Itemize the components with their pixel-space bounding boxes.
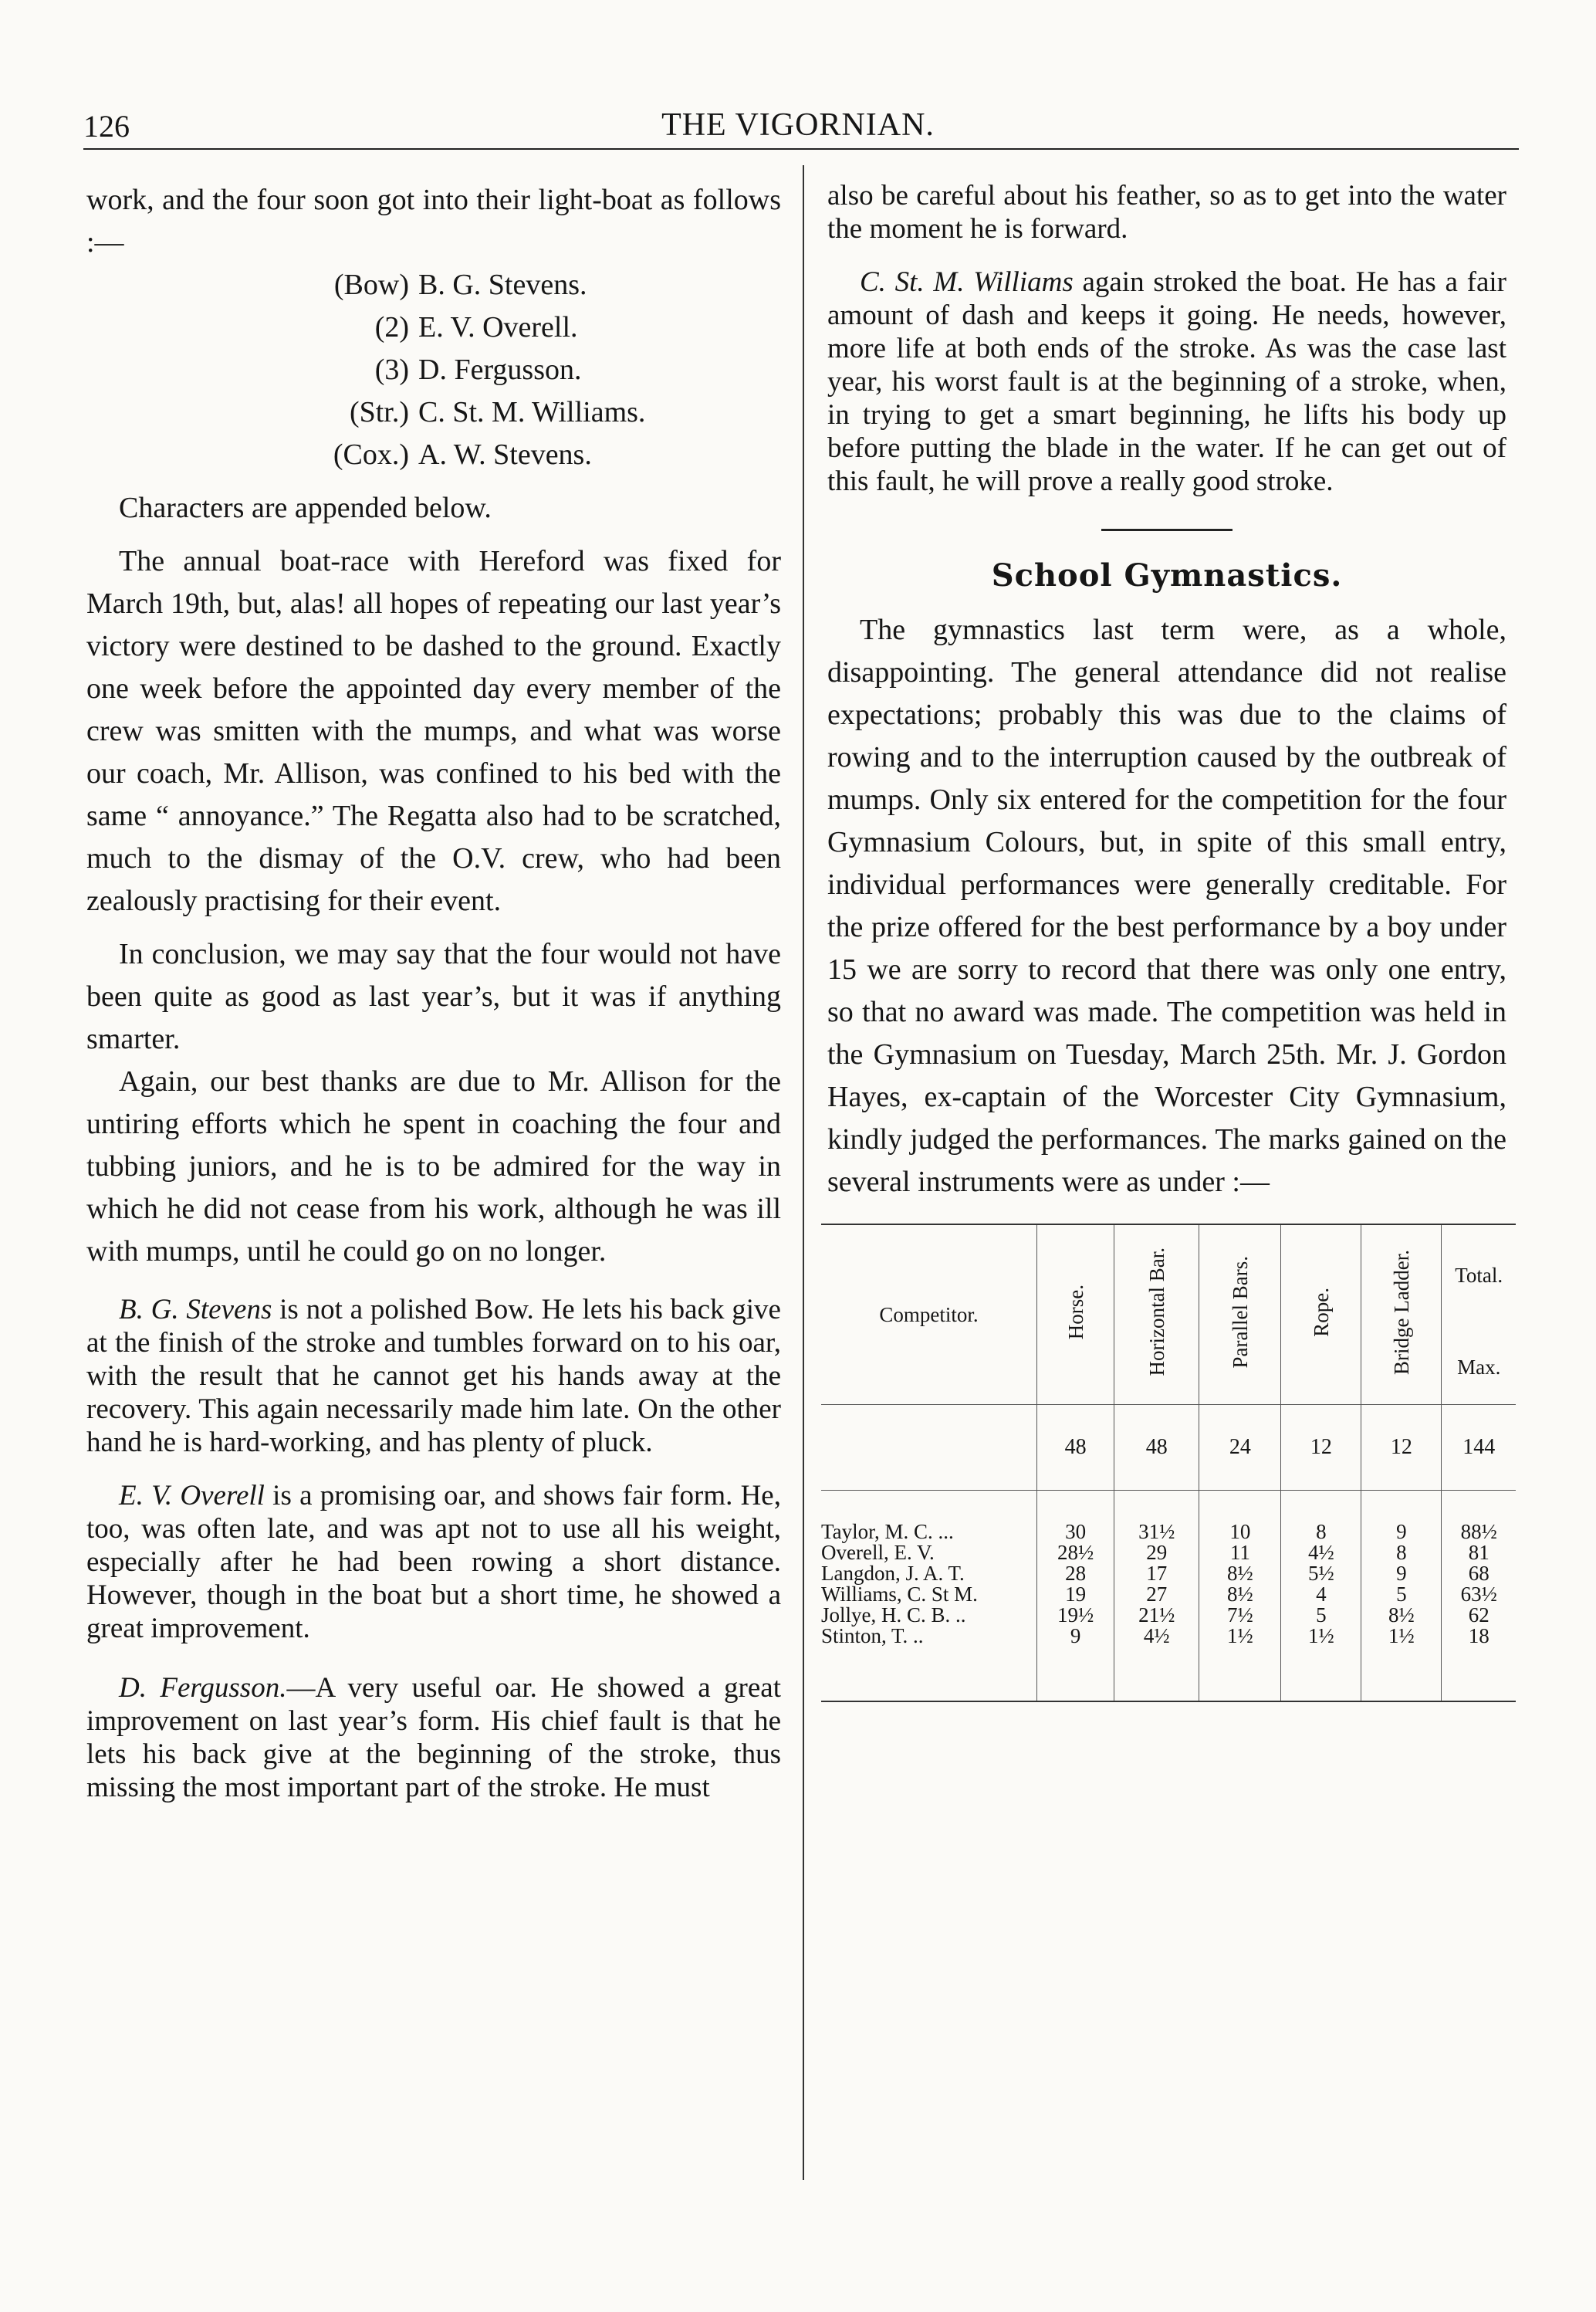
max-bridge: 12 [1361, 1405, 1442, 1491]
section-title: School Gymnastics. [991, 557, 1343, 594]
page-number: 126 [83, 109, 130, 144]
table-header-row [821, 1224, 1516, 1405]
header-competitor: Competitor. [879, 1302, 979, 1326]
table-row: Jollye, H. C. B. .. 19½ 21½ 7½ 5 8½ 62 [821, 1605, 1516, 1626]
character-stevens [86, 1293, 781, 1459]
crew-name: C. St. M. Williams. [418, 396, 646, 428]
crew-position: (Cox.) [333, 438, 409, 471]
crew-name: B. G. Stevens. [418, 269, 587, 301]
max-parallel: 24 [1199, 1405, 1281, 1491]
character-name: D. Fergusson. [119, 1672, 287, 1704]
crew-list [86, 264, 781, 476]
right-column [821, 179, 1506, 1702]
table-row: Taylor, M. C. ... 30 31½ 10 8 9 88½ [821, 1522, 1516, 1542]
max-horse: 48 [1036, 1405, 1114, 1491]
max-horizontal: 48 [1114, 1405, 1199, 1491]
crew-position: (Str.) [349, 396, 409, 428]
crew-intro: work, and the four soon got into their light-boat as follows :— [86, 184, 781, 259]
paragraph-characters: Characters are appended below. [119, 492, 492, 524]
crew-row [86, 391, 781, 434]
header-horizontal-bar: Horizontal Bar. [1114, 1224, 1199, 1405]
table-row: Stinton, T. .. 9 4½ 1½ 1½ 1½ 18 [821, 1626, 1516, 1647]
character-name: B. G. Stevens [119, 1294, 272, 1325]
table-max-row [821, 1405, 1516, 1491]
marks-table [821, 1224, 1516, 1702]
max-rope: 12 [1281, 1405, 1361, 1491]
character-text: is a promising oar, and shows fair form. He, too, was often late, and was apt not to use all his weight, especially after he had been rowing a short distance. However, though in the boat but a short time, he showed a great improvement. [86, 1480, 781, 1644]
crew-position: (2) [374, 311, 409, 344]
header-parallel-bars: Parallel Bars. [1199, 1224, 1281, 1405]
character-overell [86, 1479, 781, 1645]
character-text: —A very useful oar. He showed a great improvement on last year’s form. His chief fault is that he lets his back give at the beginning of the stroke, thus missing the most important part of the stroke. He must [86, 1672, 781, 1803]
section-separator [1101, 529, 1233, 531]
header-rule [83, 148, 1519, 150]
header-rope: Rope. [1281, 1224, 1361, 1405]
paragraph-thanks: Again, our best thanks are due to Mr. Allison for the untiring efforts which he spent in coaching the four and tubbing juniors, and he is to be admired for the way in which he did not cease from his work, although he was ill with mumps, until he could go on no longer. [86, 1065, 781, 1268]
paragraph-conclusion: In conclusion, we may say that the four would not have been quite as good as last year’s, but it was if anything smarter. [86, 938, 781, 1055]
character-name: E. V. Overell [119, 1480, 265, 1511]
running-title: THE VIGORNIAN. [661, 107, 935, 143]
character-name: C. St. M. Williams [860, 266, 1074, 298]
table-row: Williams, C. St M. 19 27 8½ 4 5 63½ [821, 1584, 1516, 1605]
crew-name: E. V. Overell. [418, 311, 578, 344]
crew-name: D. Fergusson. [418, 354, 582, 386]
header-bridge-ladder: Bridge Ladder. [1361, 1224, 1442, 1405]
character-text: is not a polished Bow. He lets his back give at the finish of the stroke and tumbles forward on to his oar, with the result that he cannot get his hands away at the recovery. This again necessarily made him late. On the other hand he is hard-working, and has plenty of pluck. [86, 1294, 781, 1458]
total-label: Total. [1455, 1264, 1503, 1287]
paragraph-continued: also be careful about his feather, so as to get into the water the moment he is forward. [827, 180, 1506, 245]
max-total: 144 [1442, 1405, 1516, 1491]
character-fergusson [86, 1671, 781, 1804]
table-row: Overell, E. V. 28½ 29 11 4½ 8 81 [821, 1542, 1516, 1563]
crew-row [86, 306, 781, 349]
paragraph-gymnastics: The gymnastics last term were, as a whole, disappointing. The general attendance did not realise expectations; probably this was due to the claims of rowing and to the interruption caused by the outbreak of mumps. Only six entered for the competition for the four Gymnasium Colours, but, in spite of this small entry, individual performances were generally creditable. For the prize offered for the best performance by a boy under 15 we are sorry to record that there was only one entry, so that no award was made. The competition was held in the Gymnasium on Tuesday, March 25th. Mr. J. Gordon Hayes, ex-captain of the Worcester City Gymnasium, kindly judged the performances. The marks gained on the several instruments were as under :— [827, 614, 1506, 1198]
header-horse: Horse. [1036, 1224, 1114, 1405]
character-text: again stroked the boat. He has a fair amount of dash and keeps it going. He needs, however, more life at both ends of the stroke. As was the case last year, his worst fault is at the beginning of a stroke, when, in trying to get a smart beginning, he lifts his body up before putting the blade in the water. If he can get out of this fault, he will prove a really good stroke. [827, 266, 1506, 497]
crew-position: (Bow) [333, 269, 409, 301]
character-williams [827, 266, 1506, 498]
column-rule [803, 165, 804, 2180]
crew-row [86, 264, 781, 306]
table-row: Langdon, J. A. T. 28 17 8½ 5½ 9 68 [821, 1563, 1516, 1584]
crew-position: (3) [374, 354, 409, 386]
max-label: Max. [1457, 1356, 1501, 1379]
header-total [1442, 1224, 1516, 1405]
crew-row [86, 349, 781, 391]
crew-row [86, 434, 781, 476]
crew-name: A. W. Stevens. [418, 438, 592, 471]
paragraph-boat-race: The annual boat-race with Hereford was fixed for March 19th, but, alas! all hopes of repeating our last year’s victory were destined to be dashed to the ground. Exactly one week before the appointed day every member of the crew was smitten with the mumps, and what was worse our coach, Mr. Allison, was confined to his bed with the same “ annoyance.” The Regatta also had to be scratched, much to the dismay of the O.V. crew, who had been zealously practising for their event. [86, 545, 781, 917]
left-column [86, 179, 781, 1804]
